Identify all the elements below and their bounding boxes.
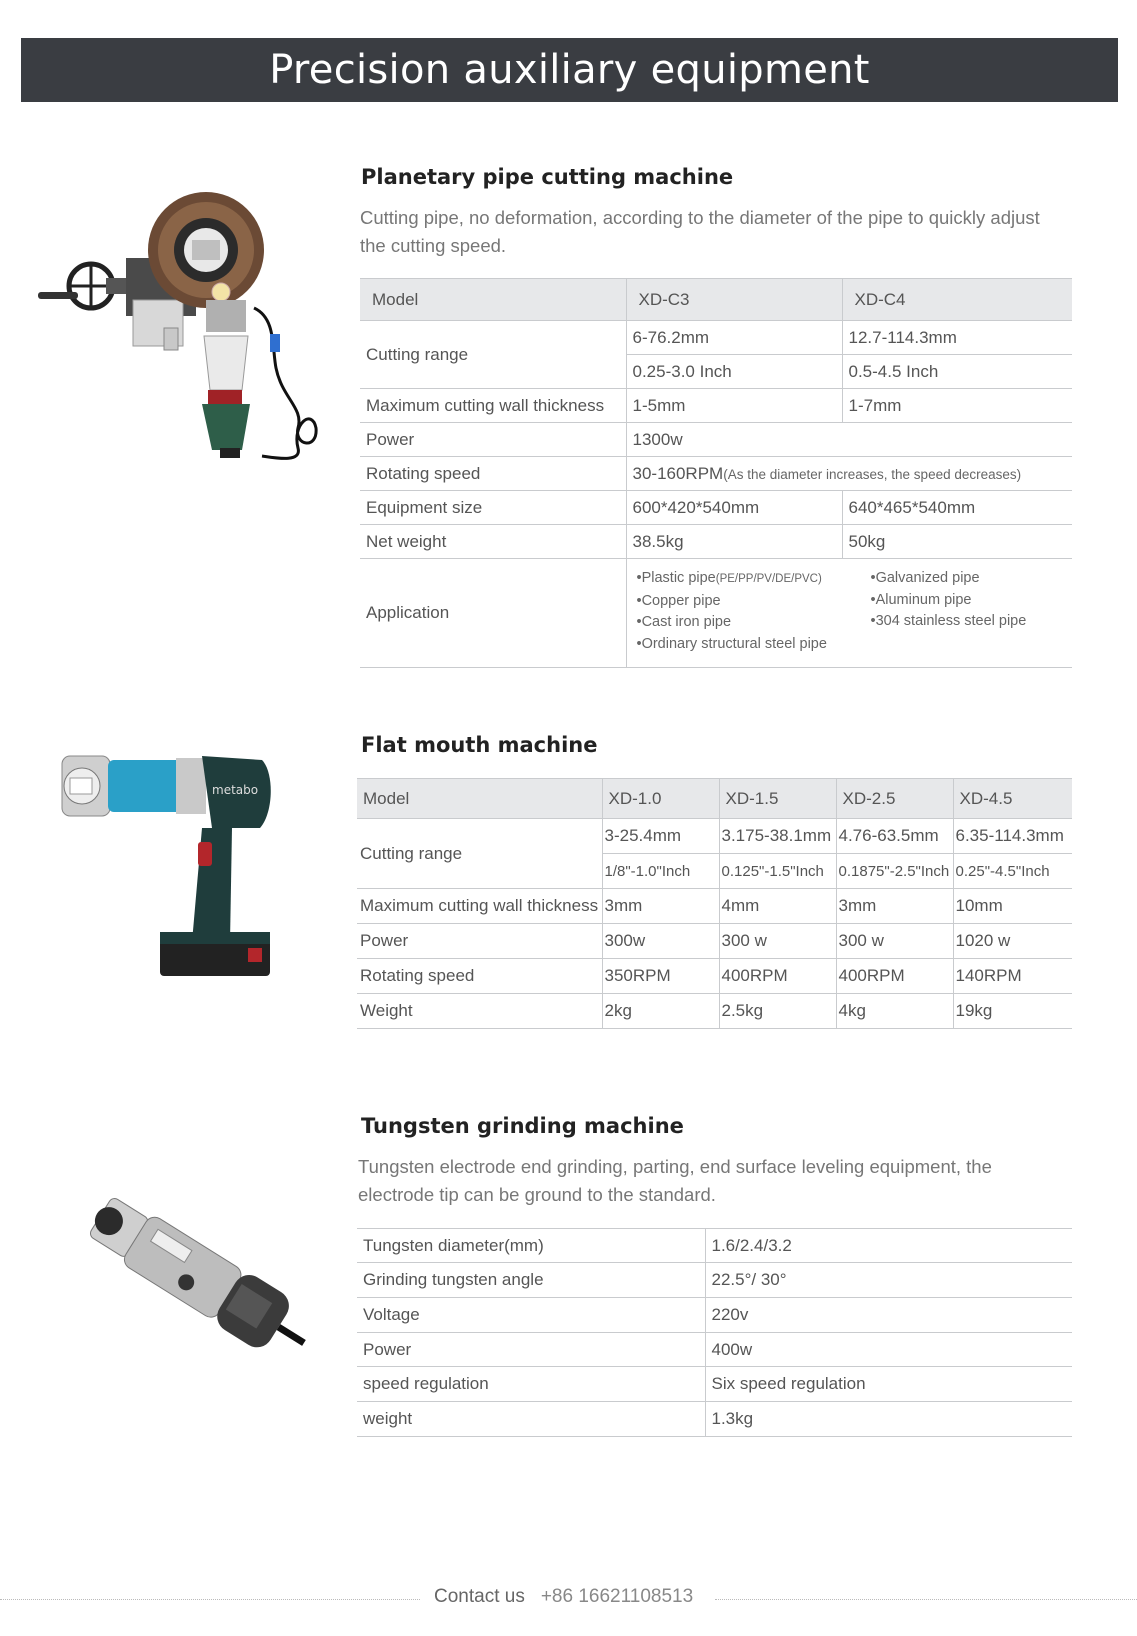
- page-title: Precision auxiliary equipment: [269, 47, 870, 93]
- header-cell: XD-1.0: [602, 779, 719, 819]
- row-label: Maximum cutting wall thickness: [360, 389, 626, 423]
- table-row: [360, 525, 1072, 559]
- table-cell: 1/8"-1.0"Inch: [602, 854, 719, 889]
- row-label: Weight: [357, 994, 602, 1029]
- row-label: Application: [360, 559, 626, 668]
- row-label: Power: [357, 924, 602, 959]
- table-cell: 10mm: [953, 889, 1072, 924]
- contact-phone: +86 16621108513: [540, 1586, 694, 1607]
- table-row: [357, 1263, 1072, 1298]
- application-list-left: [637, 568, 871, 655]
- table-cell: 2.5kg: [719, 994, 836, 1029]
- table-cell: 4mm: [719, 889, 836, 924]
- table-cell: 1.3kg: [705, 1402, 1072, 1437]
- table-row: [357, 1298, 1072, 1333]
- tungsten-spec-table: [357, 1228, 1072, 1437]
- contact-label: Contact us: [434, 1586, 525, 1607]
- row-label: Net weight: [360, 525, 626, 559]
- list-item: • Ordinary structural steel pipe: [637, 634, 871, 656]
- table-cell: 3-25.4mm: [602, 819, 719, 854]
- row-label: Voltage: [357, 1298, 705, 1333]
- speed-value: 30-160RPM: [632, 463, 724, 483]
- table-row: [360, 559, 1072, 668]
- table-row: [357, 924, 1072, 959]
- table-row: [357, 994, 1072, 1029]
- table-cell: 3mm: [836, 889, 953, 924]
- row-label: Cutting range: [357, 819, 602, 889]
- planetary-spec-table: [360, 278, 1072, 668]
- contact-info: [434, 1586, 693, 1608]
- table-cell: 3.175-38.1mm: [719, 819, 836, 854]
- table-row: [357, 1333, 1072, 1367]
- table-cell: 0.25-3.0 Inch: [626, 355, 842, 389]
- table-cell: 22.5°/ 30°: [705, 1263, 1072, 1298]
- table-cell: 2kg: [602, 994, 719, 1029]
- tungsten-description: Tungsten electrode end grinding, parting, end surface leveling equipment, the electrode tip can be ground to the standard.: [358, 1156, 992, 1205]
- list-item: • Cast iron pipe: [637, 612, 871, 634]
- table-cell: 38.5kg: [626, 525, 842, 559]
- row-label: Cutting range: [360, 321, 626, 389]
- row-label: weight: [357, 1402, 705, 1437]
- table-row: [360, 321, 1072, 355]
- table-cell: 300 w: [719, 924, 836, 959]
- table-cell: 19kg: [953, 994, 1072, 1029]
- planetary-section-title: Planetary pipe cutting machine: [361, 165, 734, 189]
- table-cell: 50kg: [842, 525, 1072, 559]
- brand-logo: metabo: [212, 783, 259, 797]
- table-cell: 1300w: [626, 423, 1072, 457]
- row-label: speed regulation: [357, 1367, 705, 1402]
- row-label: Tungsten diameter(mm): [357, 1229, 705, 1263]
- table-cell: 1-5mm: [626, 389, 842, 423]
- table-row: [360, 423, 1072, 457]
- table-cell: 1020 w: [953, 924, 1072, 959]
- tungsten-section-title: Tungsten grinding machine: [361, 1114, 684, 1138]
- table-row: [357, 1229, 1072, 1263]
- table-row: [360, 457, 1072, 491]
- table-cell: 4.76-63.5mm: [836, 819, 953, 854]
- table-header-row: [357, 779, 1072, 819]
- table-cell: 0.125"-1.5"Inch: [719, 854, 836, 889]
- flat-spec-table: [357, 778, 1072, 1029]
- header-cell: XD-C3: [626, 279, 842, 321]
- planetary-description: Cutting pipe, no deformation, according to the diameter of the pipe to quickly adjust the cutting speed.: [360, 207, 1040, 256]
- list-item: • 304 stainless steel pipe: [871, 611, 1027, 633]
- speed-note: (As the diameter increases, the speed decreases): [723, 466, 1022, 482]
- list-item: • Plastic pipe(PE/PP/PV/DE/PVC): [637, 568, 871, 591]
- divider: [0, 1599, 420, 1600]
- list-item: • Copper pipe: [637, 591, 871, 613]
- row-label: Maximum cutting wall thickness: [357, 889, 602, 924]
- table-cell: 1-7mm: [842, 389, 1072, 423]
- table-row: [357, 819, 1072, 854]
- table-cell: 4kg: [836, 994, 953, 1029]
- tungsten-grinder-image: [70, 1180, 310, 1380]
- header-cell: XD-2.5: [836, 779, 953, 819]
- table-cell: 0.5-4.5 Inch: [842, 355, 1072, 389]
- table-row: [357, 1402, 1072, 1437]
- divider: [715, 1599, 1137, 1600]
- header-cell: Model: [360, 279, 626, 321]
- table-row: [357, 1367, 1072, 1402]
- table-cell: 6.35-114.3mm: [953, 819, 1072, 854]
- row-label: Power: [357, 1333, 705, 1367]
- table-cell: 350RPM: [602, 959, 719, 994]
- page-banner: [21, 38, 1118, 102]
- table-cell: 12.7-114.3mm: [842, 321, 1072, 355]
- table-cell: 400w: [705, 1333, 1072, 1367]
- table-cell: 600*420*540mm: [626, 491, 842, 525]
- header-cell: XD-C4: [842, 279, 1072, 321]
- table-cell: 6-76.2mm: [626, 321, 842, 355]
- table-row: [360, 389, 1072, 423]
- table-cell: 0.25"-4.5"Inch: [953, 854, 1072, 889]
- application-cell: [626, 559, 1072, 668]
- row-label: Rotating speed: [360, 457, 626, 491]
- table-cell: 0.1875"-2.5"Inch: [836, 854, 953, 889]
- header-cell: Model: [357, 779, 602, 819]
- table-row: [360, 491, 1072, 525]
- header-cell: XD-1.5: [719, 779, 836, 819]
- table-cell: [626, 457, 1072, 491]
- table-cell: 400RPM: [836, 959, 953, 994]
- table-cell: 140RPM: [953, 959, 1072, 994]
- footer: [0, 1585, 1137, 1615]
- list-item: • Aluminum pipe: [871, 590, 1027, 612]
- row-label: Rotating speed: [357, 959, 602, 994]
- table-cell: Six speed regulation: [705, 1367, 1072, 1402]
- table-cell: 400RPM: [719, 959, 836, 994]
- planetary-pipe-cutter-image: [36, 188, 326, 473]
- header-cell: XD-4.5: [953, 779, 1072, 819]
- table-cell: 3mm: [602, 889, 719, 924]
- table-header-row: [360, 279, 1072, 321]
- row-label: Grinding tungsten angle: [357, 1263, 705, 1298]
- table-cell: 640*465*540mm: [842, 491, 1072, 525]
- table-row: [357, 959, 1072, 994]
- table-cell: 300w: [602, 924, 719, 959]
- flat-section-title: Flat mouth machine: [361, 733, 598, 757]
- table-cell: 300 w: [836, 924, 953, 959]
- application-list-right: [871, 568, 1027, 655]
- table-row: [357, 889, 1072, 924]
- list-item: • Galvanized pipe: [871, 568, 1027, 590]
- table-cell: 1.6/2.4/3.2: [705, 1229, 1072, 1263]
- table-cell: 220v: [705, 1298, 1072, 1333]
- row-label: Equipment size: [360, 491, 626, 525]
- row-label: Power: [360, 423, 626, 457]
- flat-mouth-machine-image: [52, 742, 282, 982]
